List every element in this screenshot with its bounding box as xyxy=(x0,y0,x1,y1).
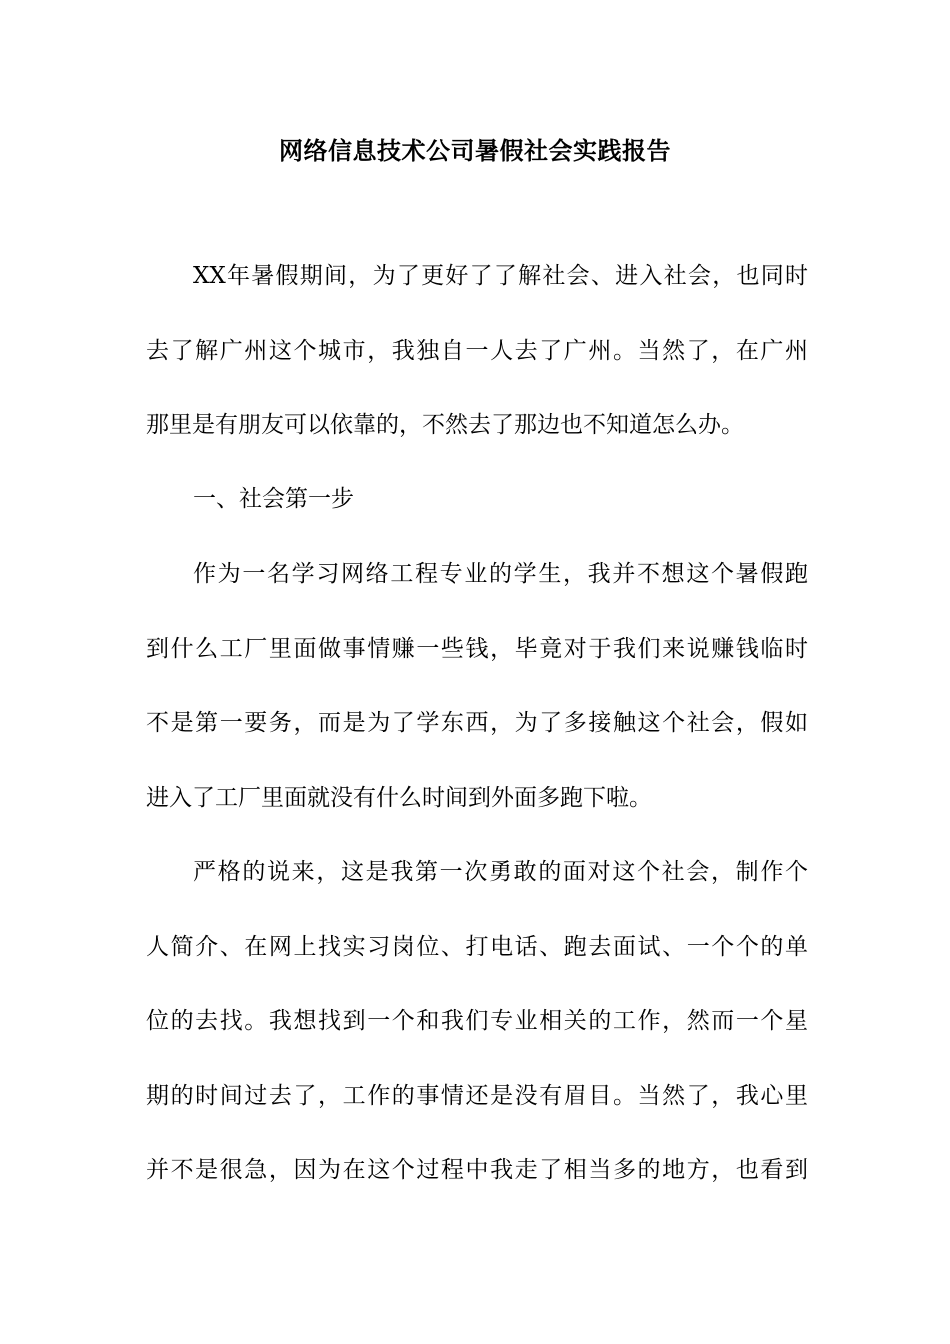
paragraph-line: 期的时间过去了，工作的事情还是没有眉目。当然了，我心里 xyxy=(146,1083,808,1109)
paragraph-line: 位的去找。我想找到一个和我们专业相关的工作，然而一个星 xyxy=(146,1008,808,1034)
paragraph-line: 那里是有朋友可以依靠的，不然去了那边也不知道怎么办。 xyxy=(146,412,744,438)
paragraph-line: 不是第一要务，而是为了学东西，为了多接触这个社会，假如 xyxy=(146,710,808,736)
section-heading: 一、社会第一步 xyxy=(193,486,354,512)
paragraph-line: 并不是很急，因为在这个过程中我走了相当多的地方，也看到 xyxy=(146,1157,808,1183)
paragraph-line: XX年暑假期间，为了更好了了解社会、进入社会，也同时 xyxy=(193,263,808,289)
paragraph-line: 作为一名学习网络工程专业的学生，我并不想这个暑假跑 xyxy=(193,561,808,587)
document-title: 网络信息技术公司暑假社会实践报告 xyxy=(279,136,671,165)
paragraph-line: 去了解广州这个城市，我独自一人去了广州。当然了，在广州 xyxy=(146,338,808,364)
paragraph-line: 到什么工厂里面做事情赚一些钱，毕竟对于我们来说赚钱临时 xyxy=(146,636,808,662)
paragraph-line: 人简介、在网上找实习岗位、打电话、跑去面试、一个个的单 xyxy=(146,934,808,960)
paragraph-line: 进入了工厂里面就没有什么时间到外面多跑下啦。 xyxy=(146,785,652,811)
paragraph-line: 严格的说来，这是我第一次勇敢的面对这个社会，制作个 xyxy=(193,859,808,885)
